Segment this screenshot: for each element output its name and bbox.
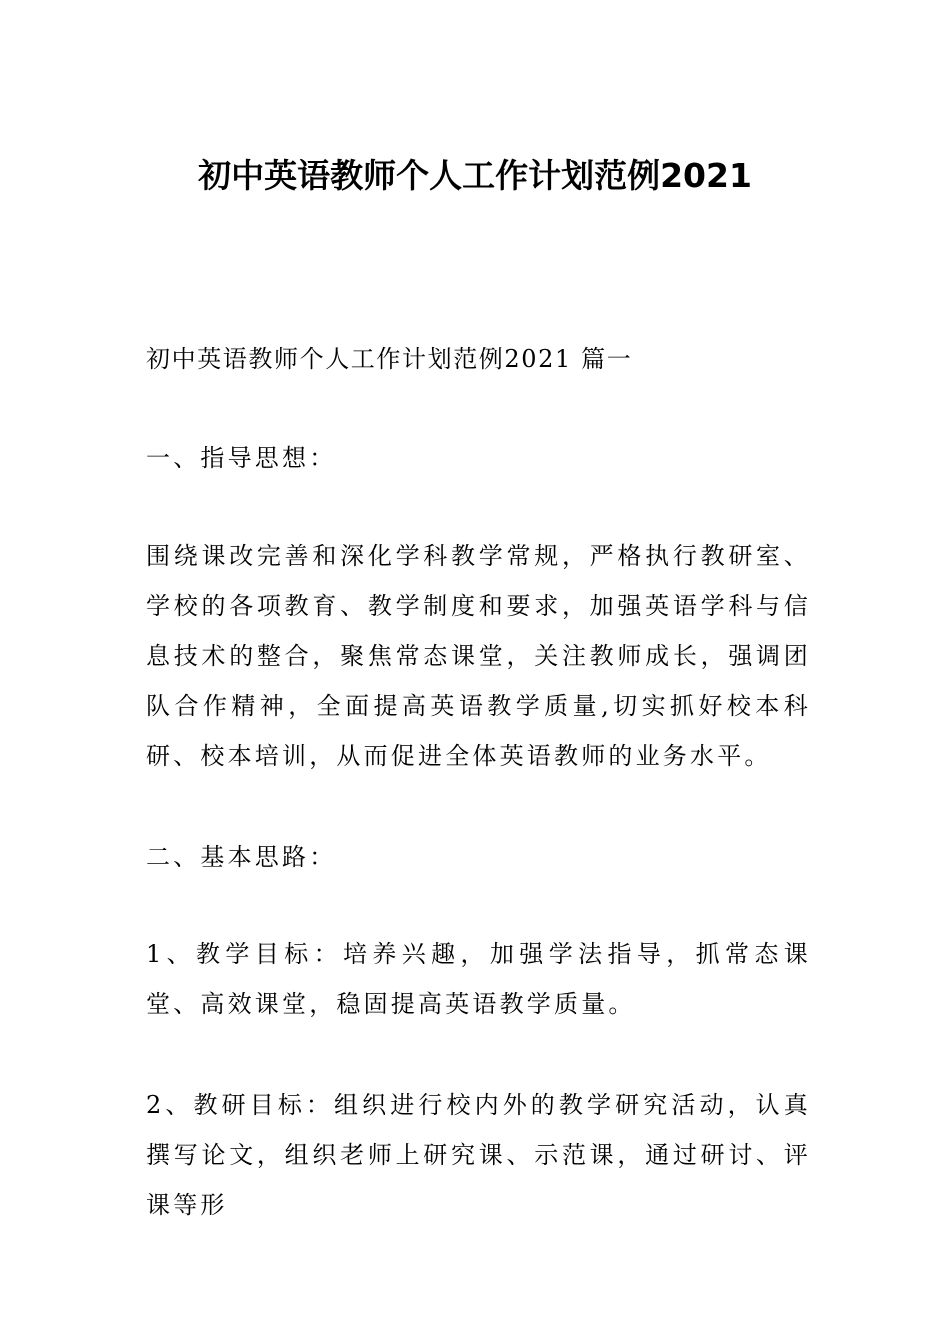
document-subtitle: 初中英语教师个人工作计划范例2021 篇一 [146, 345, 633, 373]
page-title: 初中英语教师个人工作计划范例2021 [198, 156, 752, 196]
list-item-teaching-goal: 1、教学目标：培养兴趣，加强学法指导，抓常态课堂、高效课堂，稳固提高英语教学质量。 [146, 940, 811, 1018]
section-body-guiding-ideology: 围绕课改完善和深化学科教学常规，严格执行教研室、学校的各项教育、教学制度和要求，加强英语学科与信息技术的整合，聚焦常态课堂，关注教师成长，强调团队合作精神，全面提高英语教学质量,切实抓好校本科研、校本培训，从而促进全体英语教师的业务水平。 [146, 542, 811, 770]
section-heading-basic-approach: 二、基本思路： [146, 843, 337, 871]
list-item-research-goal: 2、教研目标：组织进行校内外的教学研究活动，认真撰写论文，组织老师上研究课、示范课，通过研讨、评课等形 [146, 1091, 811, 1219]
section-heading-guiding-ideology: 一、指导思想： [146, 444, 337, 472]
